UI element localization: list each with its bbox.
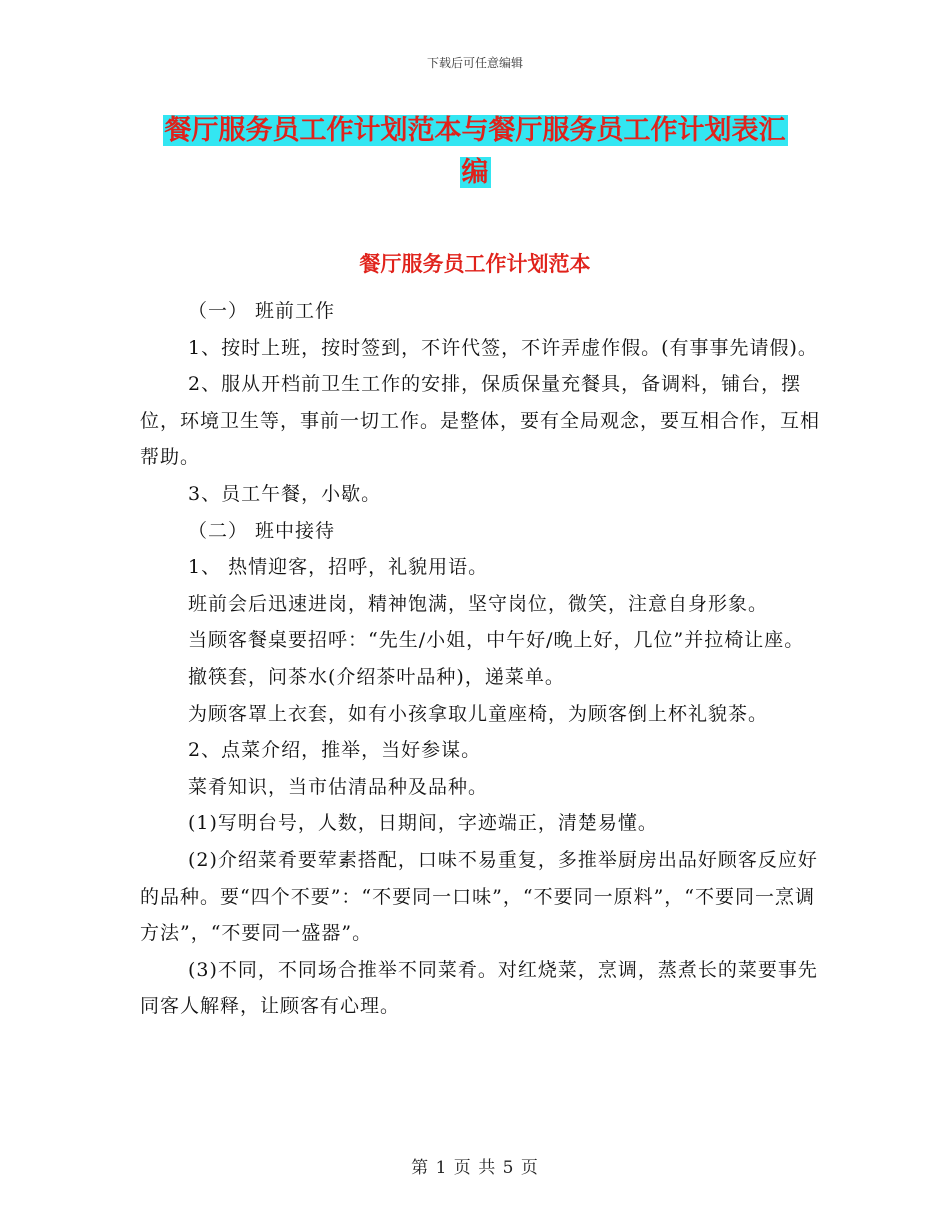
paragraph: 菜肴知识，当市估清品种及品种。 [188, 775, 489, 798]
paragraph: 2、服从开档前卫生工作的安排，保质保量充餐具，备调料，铺台，摆位，环境卫生等，事前一切工作。是整体，要有全局观念，要互相合作，互相帮助。 [140, 373, 821, 469]
paragraph: 班前会后迅速进岗，精神饱满，坚守岗位，微笑，注意自身形象。 [188, 592, 769, 615]
paragraph: (2)介绍菜肴要荤素搭配，口味不易重复，多推举厨房出品好顾客反应好的品种。要“四个不要”：“不要同一口味”，“不要同一原料”，“不要同一烹调方法”，“不要同一盛器”。 [140, 848, 818, 945]
paragraph: (1)写明台号，人数，日期间，字迹端正，清楚易懂。 [188, 812, 658, 835]
paragraph: 为顾客罩上衣套，如有小孩拿取儿童座椅，为顾客倒上杯礼貌茶。 [188, 702, 769, 725]
paragraph: (3)不同，不同场合推举不同菜肴。对红烧菜，烹调，蒸煮长的菜要事先同客人解释，让顾客有心理。 [140, 958, 818, 1018]
document-title-text-2: 编 [461, 157, 489, 188]
paragraph: 3、员工午餐，小歇。 [188, 482, 382, 505]
document-title-line-2 [0, 152, 950, 194]
page-header-note: 下载后可任意编辑 [426, 56, 523, 70]
paragraph: 2、点菜介绍，推举，当好参谋。 [188, 739, 482, 762]
paragraph: （二） 班中接待 [188, 519, 336, 542]
paragraph: （一） 班前工作 [188, 300, 336, 322]
paragraph: 1、 热情迎客，招呼，礼貌用语。 [188, 556, 489, 579]
document-title-line-1 [0, 110, 950, 152]
paragraph: 撤筷套，问茶水(介绍茶叶品种)，递菜单。 [188, 665, 565, 688]
document-body [140, 293, 820, 1025]
page-footer: 第 1 页 共 5 页 [411, 1158, 539, 1178]
document-title-text-1: 餐厅服务员工作计划范本与餐厅服务员工作计划表汇 [164, 115, 786, 146]
section-title: 餐厅服务员工作计划范本 [359, 252, 591, 276]
paragraph: 当顾客餐桌要招呼：“先生/小姐，中午好/晚上好，几位”并拉椅让座。 [188, 629, 805, 652]
paragraph: 1、按时上班，按时签到，不许代签，不许弄虚作假。(有事事先请假)。 [188, 336, 818, 359]
